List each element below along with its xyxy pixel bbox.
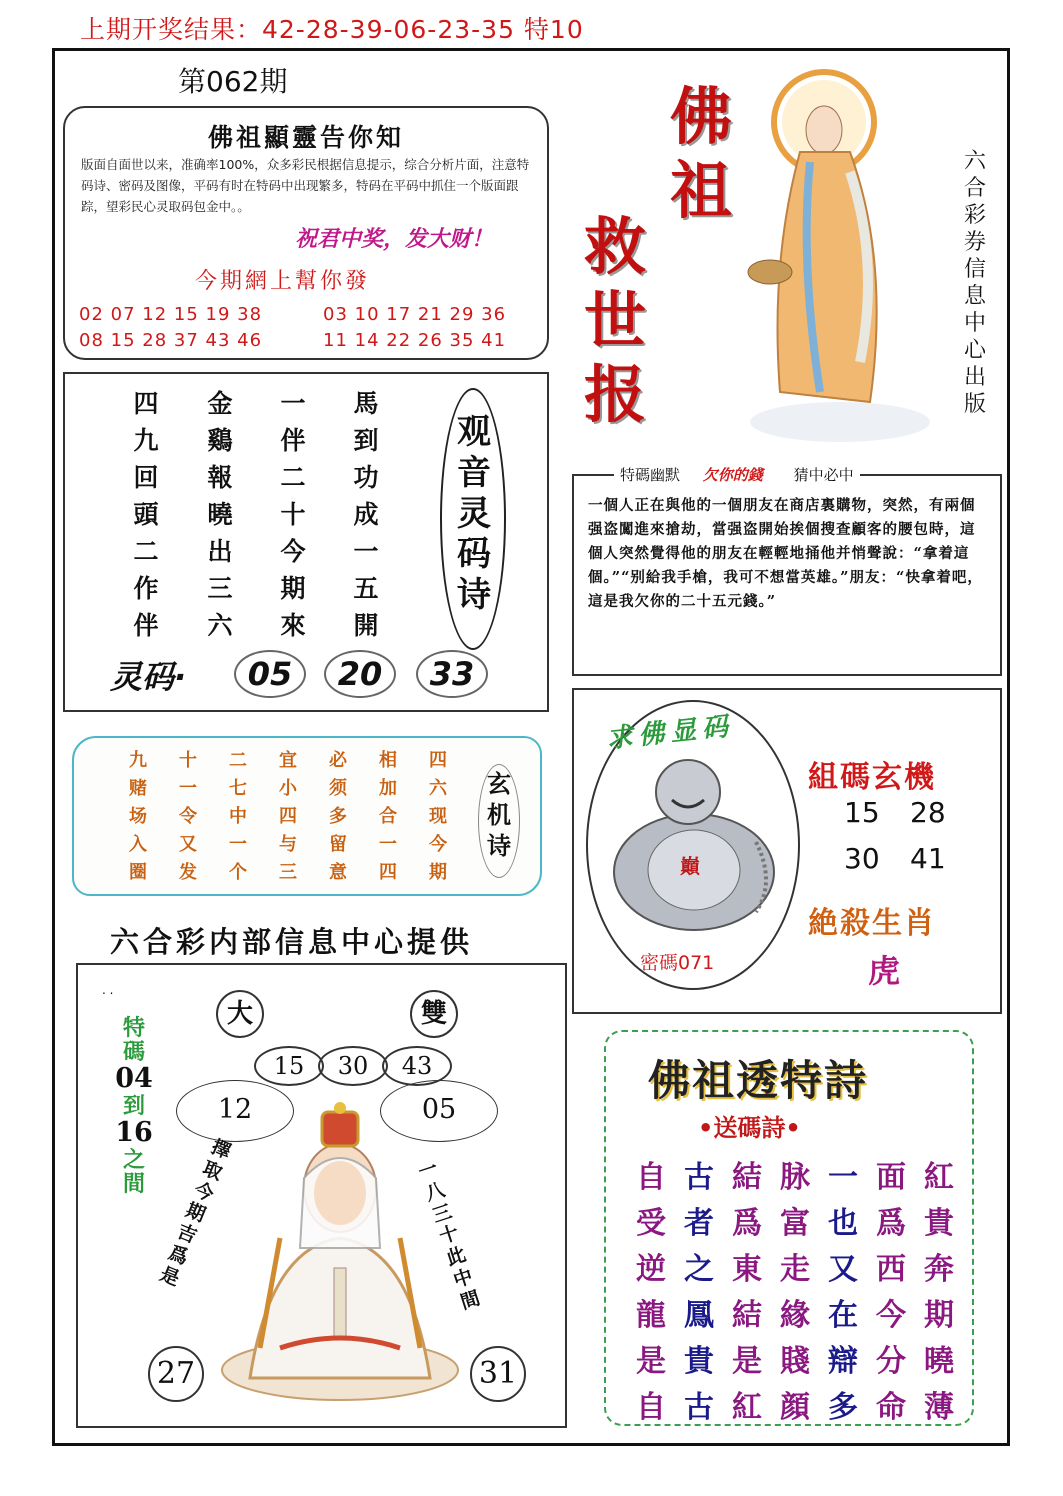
buddha-arc-title: 求佛显码 — [605, 711, 736, 755]
tetu-poem-char: 曉 — [924, 1344, 954, 1379]
scroll-side-oval — [478, 764, 520, 878]
zuma-number: 15 — [844, 796, 880, 829]
tetu-poem-char: 一 — [828, 1160, 858, 1195]
scroll-poem-char: 令 — [179, 806, 197, 827]
tetu-poem-char: 爲 — [876, 1206, 906, 1241]
laughing-buddha-image — [606, 752, 782, 932]
tetu-poem-char: 走 — [780, 1252, 810, 1287]
scroll-poem-char: 七 — [229, 778, 247, 799]
poem-title-oval — [440, 388, 506, 650]
poem-char: 作 — [133, 574, 159, 603]
tetu-poem-char: 受 — [636, 1206, 666, 1241]
tetu-poem-char: 薄 — [924, 1390, 954, 1425]
tetu-poem-char: 之 — [684, 1252, 714, 1287]
top-number: 15 — [254, 1046, 324, 1086]
top-number: 43 — [382, 1046, 452, 1086]
tetu-poem-char: 賤 — [780, 1344, 810, 1379]
scroll-poem-char: 留 — [329, 834, 347, 855]
lingma-ball: 05 — [234, 650, 306, 698]
tetu-poem-char: 緣 — [780, 1298, 810, 1333]
jue-title: 絶殺生肖 — [808, 906, 936, 941]
poem-char: 九 — [133, 426, 159, 455]
scroll-poem-char: 发 — [179, 862, 197, 883]
scroll-poem-char: 九 — [129, 750, 147, 771]
tema-label: 特碼 — [122, 1015, 145, 1066]
tetu-poem-char: 富 — [780, 1206, 810, 1241]
zuma-number: 28 — [910, 796, 946, 829]
poem-char: 伴 — [133, 611, 159, 640]
scroll-poem-char: 四 — [429, 750, 447, 771]
right-oval-number: 05 — [380, 1080, 498, 1142]
scroll-poem-char: 与 — [279, 834, 297, 855]
poem-char: 三 — [207, 574, 233, 603]
tetu-poem-char: 古 — [684, 1160, 714, 1195]
tetu-poem-char: 面 — [876, 1160, 906, 1195]
tetu-poem-char: 貴 — [684, 1344, 714, 1379]
scroll-poem-char: 须 — [329, 778, 347, 799]
scroll-poem-char: 一 — [379, 834, 397, 855]
tema-between: 之間 — [122, 1146, 145, 1198]
tema-to: 16 — [115, 1117, 153, 1149]
title-foz: 佛祖 — [670, 80, 733, 227]
tema-to-label: 到 — [122, 1093, 145, 1120]
wish-text: 祝君中奖，发大财！ — [295, 227, 494, 252]
joke-box — [572, 466, 1002, 676]
tetu-poem-char: 龍 — [636, 1298, 666, 1333]
intro-box — [63, 106, 549, 360]
guanyin-seated-image — [210, 1098, 470, 1404]
tetu-poem-char: 是 — [636, 1344, 666, 1379]
tetu-poem-char: 結 — [732, 1298, 762, 1333]
scroll-poem-char: 多 — [329, 806, 347, 827]
left-vertical-text: 擇取今期吉爲是 — [156, 1135, 234, 1291]
poem-char: 二 — [280, 463, 306, 492]
right-vertical-text: 一八三十此中間 — [415, 1156, 483, 1314]
big-circle: 大 — [216, 990, 264, 1038]
lingma-label: 灵码· — [110, 658, 187, 696]
number-row: 08 15 28 37 43 46 — [79, 330, 263, 351]
scroll-poem-char: 期 — [429, 862, 447, 883]
number-row: 03 10 17 21 29 36 — [323, 304, 507, 325]
poem-char: 功 — [353, 463, 379, 492]
provider-text: 六合彩内部信息中心提供 — [110, 925, 474, 959]
scroll-poem-char: 入 — [129, 834, 147, 855]
joke-body: 一個人正在與他的一個朋友在商店裏購物，突然，有兩個强盗闖進來搶劫，當强盗開始挨個搜查顧客的腰包時，這個人突然覺得他的朋友在輕輕地捅他并悄聲說：“拿着這個。”“别給我手槍，我可不想當英雄。”朋友：“快拿着吧，這是我欠你的二十五元錢。” — [588, 497, 983, 610]
scroll-poem-char: 加 — [379, 778, 397, 799]
scroll-poem-char: 今 — [429, 834, 447, 855]
guanyin-standing-image — [730, 62, 946, 454]
poem-char: 伴 — [280, 426, 306, 455]
tetu-poem-char: 者 — [684, 1206, 714, 1241]
poem-char: 報 — [207, 463, 233, 492]
scroll-poem-char: 十 — [179, 750, 197, 771]
scroll-poem-char: 中 — [229, 806, 247, 827]
zuma-number: 30 — [844, 842, 880, 875]
poem-char: 到 — [353, 426, 379, 455]
secret-code: 密碼071 — [640, 952, 715, 974]
left-oval-number: 12 — [176, 1080, 294, 1142]
poem-char: 十 — [280, 500, 306, 529]
poem-char: 出 — [207, 537, 233, 566]
scroll-poem-char: 小 — [279, 778, 297, 799]
number-row: 02 07 12 15 19 38 — [79, 304, 263, 325]
issue-number: 第062期 — [178, 65, 288, 98]
scroll-side-title: 玄机诗 — [487, 770, 511, 861]
number-row: 11 14 22 26 35 41 — [323, 330, 507, 351]
poem-char: 期 — [280, 574, 306, 603]
scroll-poem-char: 个 — [229, 862, 247, 883]
joke-head-right: 猜中必中 — [793, 466, 854, 484]
poem-side-title: 观音灵码诗 — [457, 412, 491, 616]
poem-char: 回 — [133, 463, 159, 492]
tetu-poem-char: 今 — [876, 1298, 906, 1333]
tetu-poem-char: 辯 — [828, 1344, 858, 1379]
poem-char: 來 — [280, 611, 306, 640]
poem-char: 今 — [280, 537, 306, 566]
poem-char: 二 — [133, 537, 159, 566]
scroll-poem-char: 六 — [429, 778, 447, 799]
scroll-poem-char: 一 — [179, 778, 197, 799]
poem-char: 一 — [353, 537, 379, 566]
bottom-right-number: 31 — [470, 1346, 526, 1402]
tetu-poem-char: 紅 — [924, 1160, 954, 1195]
jue-zodiac: 虎 — [868, 952, 901, 990]
help-title: 今期網上幫你發 — [195, 269, 371, 294]
scroll-poem-char: 赌 — [129, 778, 147, 799]
scroll-poem-char: 必 — [329, 750, 347, 771]
tetu-poem-char: 西 — [876, 1252, 906, 1287]
intro-title: 佛祖顯靈告你知 — [207, 123, 404, 152]
tetu-poem-sub: •送碼詩• — [698, 1114, 801, 1142]
tetu-poem-char: 顔 — [780, 1390, 810, 1425]
poem-char: 六 — [207, 611, 233, 640]
joke-head-left: 特碼幽默 — [620, 466, 681, 484]
scroll-poem-char: 又 — [179, 834, 197, 855]
poem-char: 成 — [353, 500, 379, 529]
poem-char: 馬 — [353, 389, 379, 418]
tetu-poem-title: 佛祖透特詩 — [648, 1056, 869, 1105]
top-number: 30 — [318, 1046, 388, 1086]
tetu-poem-char: 東 — [732, 1252, 762, 1287]
last-result: 上期开奖结果：42-28-39-06-23-35 特10 — [80, 15, 584, 44]
tetu-poem-char: 結 — [732, 1160, 762, 1195]
tetu-poem-char: 多 — [828, 1390, 858, 1425]
poem-char: 一 — [280, 389, 306, 418]
tetu-poem-char: 紅 — [732, 1390, 762, 1425]
scroll-poem-char: 四 — [379, 862, 397, 883]
lingma-ball: 33 — [416, 650, 488, 698]
scroll-poem-char: 现 — [429, 806, 447, 827]
scroll-poem-char: 宜 — [279, 750, 297, 771]
tetu-poem-char: 古 — [684, 1390, 714, 1425]
poem-char: 四 — [133, 389, 159, 418]
scroll-poem-char: 圈 — [129, 862, 147, 883]
tetu-poem-char: 脉 — [780, 1160, 810, 1195]
scroll-poem-char: 四 — [279, 806, 297, 827]
double-circle: 雙 — [410, 990, 458, 1038]
tetu-poem-char: 命 — [876, 1390, 906, 1425]
zuma-title: 組碼玄機 — [808, 760, 936, 795]
tema-from: 04 — [115, 1063, 153, 1095]
intro-body: 版面自面世以来，准确率100%，众多彩民根据信息提示，综合分析片面，注意特码诗、密码及图像，平码有时在特码中出现繁多，特码在平码中抓住一个版面跟踪，望彩民心灵取码包金中。。 — [81, 157, 530, 214]
joke-header — [614, 464, 860, 485]
scroll-poem-char: 场 — [129, 806, 147, 827]
scroll-poem-char: 相 — [379, 750, 397, 771]
tetu-poem-char: 鳳 — [684, 1298, 714, 1333]
publisher-vertical: 六合彩券信息中心出版 — [963, 149, 986, 417]
zuma-number: 41 — [910, 842, 946, 875]
tetu-poem-char: 分 — [876, 1344, 906, 1379]
scroll-poem-char: 三 — [279, 862, 297, 883]
scroll-poem-char: 合 — [379, 806, 397, 827]
tetu-poem-char: 期 — [924, 1298, 954, 1333]
tetu-poem-char: 自 — [636, 1160, 666, 1195]
bottom-left-number: 27 — [148, 1346, 204, 1402]
dots: . . — [102, 983, 114, 997]
tetu-poem-char: 是 — [732, 1344, 762, 1379]
tetu-poem-char: 爲 — [732, 1206, 762, 1241]
tetu-poem-char: 奔 — [924, 1252, 954, 1287]
poem-char: 頭 — [133, 500, 159, 529]
joke-title: 欠你的錢 — [702, 466, 763, 484]
scroll-poem-char: 一 — [229, 834, 247, 855]
tetu-poem-char: 貴 — [924, 1206, 954, 1241]
poem-char: 金 — [207, 389, 233, 418]
poem-char: 曉 — [207, 500, 233, 529]
title-jiushibao: 救世报 — [584, 210, 647, 431]
tetu-poem-char: 逆 — [636, 1252, 666, 1287]
poem-char: 鷄 — [207, 426, 233, 455]
tema-range — [114, 1016, 154, 1196]
tetu-poem-char: 又 — [828, 1252, 858, 1287]
poem-char: 五 — [353, 574, 379, 603]
tetu-poem-char: 自 — [636, 1390, 666, 1425]
lingma-ball: 20 — [324, 650, 396, 698]
scroll-poem-char: 意 — [329, 862, 347, 883]
scroll-poem-char: 二 — [229, 750, 247, 771]
poem-char: 開 — [353, 611, 379, 640]
tetu-poem-char: 也 — [828, 1206, 858, 1241]
buddha-center-char: 巔 — [680, 854, 700, 878]
tetu-poem-char: 在 — [828, 1298, 858, 1333]
